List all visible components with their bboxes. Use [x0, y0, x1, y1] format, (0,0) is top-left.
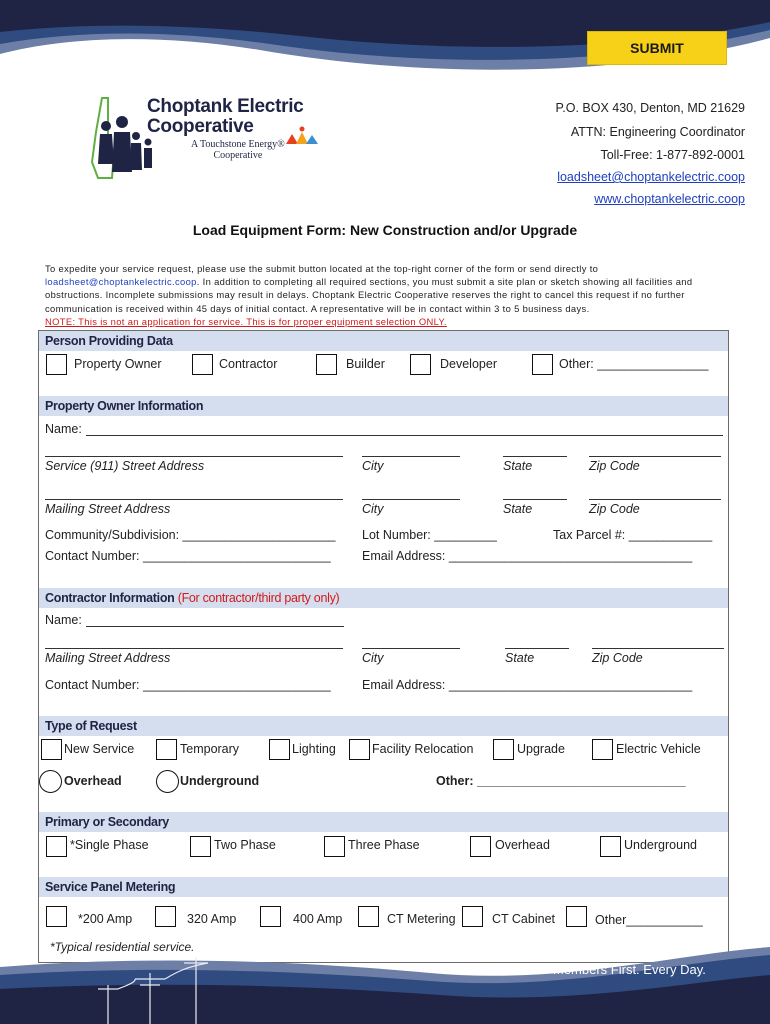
contractor-street-field[interactable] [45, 648, 343, 649]
logo-line2: Cooperative [147, 116, 254, 137]
service-city-field[interactable] [362, 456, 460, 457]
contractor-state-field[interactable] [505, 648, 569, 649]
label-facility-relocation: Facility Relocation [372, 742, 474, 756]
form-title: Load Equipment Form: New Construction and/or Upgrade [192, 222, 578, 238]
label-ct-cabinet: CT Cabinet [492, 912, 555, 926]
label-ct-metering: CT Metering [387, 912, 456, 926]
label-320-amp: 320 Amp [187, 912, 237, 926]
label-lighting: Lighting [292, 742, 336, 756]
intro-part-b: . In addition to completing all required sections, you must submit a site plan or sketch showing all facilities and obstructions. Incomplete submissions may result in delays. Choptank Electric Cooperative reserves the right to cancel this request if no further communication is received within 45 days of initial contact. A representative will be in contact within 3 to 5 business days. [45, 276, 693, 314]
owner-name-field[interactable] [86, 435, 723, 436]
touchstone-line2: Cooperative [213, 150, 263, 161]
lot-number-field[interactable]: Lot Number: _________ [362, 528, 497, 542]
label-underground: Underground [180, 774, 260, 788]
service-street-label: Service (911) Street Address [45, 459, 205, 473]
section-type-of-request [39, 716, 728, 736]
checkbox-electric-vehicle[interactable] [592, 739, 613, 760]
checkbox-two-phase[interactable] [190, 836, 211, 857]
mailing-zip-field[interactable] [589, 499, 721, 500]
contractor-street-label: Mailing Street Address [45, 651, 171, 665]
contractor-city-field[interactable] [362, 648, 460, 649]
section-heading: Person Providing Data [45, 334, 173, 348]
label-upgrade: Upgrade [517, 742, 565, 756]
label-primary-underground: Underground [624, 838, 697, 852]
section-person-providing [39, 331, 728, 351]
contractor-name-label: Name: [45, 613, 82, 627]
website-link[interactable]: www.choptankelectric.coop [594, 192, 745, 206]
mailing-city-field[interactable] [362, 499, 460, 500]
mailing-street-field[interactable] [45, 499, 343, 500]
label-contractor: Contractor [219, 357, 278, 371]
mailing-zip-label: Zip Code [589, 502, 640, 516]
checkbox-temporary[interactable] [156, 739, 177, 760]
checkbox-builder[interactable] [316, 354, 337, 375]
logo-wordmark [147, 97, 303, 137]
checkbox-contractor[interactable] [192, 354, 213, 375]
logo-line1: Choptank Electric [147, 96, 304, 117]
label-new-service: New Service [64, 742, 135, 756]
checkbox-three-phase[interactable] [324, 836, 345, 857]
service-zip-field[interactable] [589, 456, 721, 457]
touchstone-tagline [191, 139, 285, 161]
checkbox-lighting[interactable] [269, 739, 290, 760]
owner-email-field[interactable]: Email Address: ___________________________________ [362, 549, 693, 563]
label-builder: Builder [346, 357, 385, 371]
radio-overhead[interactable] [39, 770, 62, 793]
checkbox-property-owner[interactable] [46, 354, 67, 375]
section-panel-metering [39, 877, 728, 897]
contractor-email-field[interactable]: Email Address: ___________________________________ [362, 678, 693, 692]
form-frame [38, 330, 729, 963]
section-primary-secondary [39, 812, 728, 832]
section-heading: Primary or Secondary [45, 815, 169, 829]
mailing-street-label: Mailing Street Address [45, 502, 171, 516]
contractor-city-label: City [362, 651, 384, 665]
label-overhead: Overhead [64, 774, 122, 788]
radio-underground[interactable] [156, 770, 179, 793]
label-property-owner: Property Owner [74, 357, 162, 371]
mailing-state-field[interactable] [503, 499, 567, 500]
section-heading: Service Panel Metering [45, 880, 176, 894]
intro-part-a: To expedite your service request, please use the submit button located at the top-right corner of the form or send directly to [45, 263, 599, 274]
service-city-label: City [362, 459, 384, 473]
intro-text [45, 262, 727, 328]
intro-email-link[interactable]: loadsheet@choptankelectric.coop [45, 276, 197, 288]
section-heading: Type of Request [45, 719, 137, 733]
section-heading-note: (For contractor/third party only) [177, 591, 340, 605]
checkbox-developer[interactable] [410, 354, 431, 375]
contractor-zip-label: Zip Code [592, 651, 643, 665]
other-request-field[interactable]: Other: ______________________________ [436, 774, 686, 788]
contractor-name-field[interactable] [86, 626, 344, 627]
service-state-field[interactable] [503, 456, 567, 457]
community-field[interactable]: Community/Subdivision: ______________________ [45, 528, 336, 542]
contractor-state-label: State [505, 651, 535, 665]
section-heading: Property Owner Information [45, 399, 204, 413]
section-property-owner [39, 396, 728, 416]
other-person-field[interactable]: Other: ________________ [559, 357, 709, 371]
contractor-contact-number-field[interactable]: Contact Number: ___________________________ [45, 678, 331, 692]
label-electric-vehicle: Electric Vehicle [616, 742, 701, 756]
checkbox-primary-overhead[interactable] [470, 836, 491, 857]
other-metering-field[interactable]: Other___________ [595, 913, 703, 927]
email-link[interactable]: loadsheet@choptankelectric.coop [557, 170, 745, 184]
note-text: NOTE: This is not an application for service. This is for proper equipment selection ONLY. [45, 315, 447, 327]
label-primary-overhead: Overhead [495, 838, 550, 852]
mailing-city-label: City [362, 502, 384, 516]
label-two-phase: Two Phase [214, 838, 276, 852]
service-street-field[interactable] [45, 456, 343, 457]
checkbox-primary-underground[interactable] [600, 836, 621, 857]
label-three-phase: Three Phase [348, 838, 420, 852]
toll-free: Toll-Free: 1-877-892-0001 [600, 148, 745, 162]
checkbox-facility-relocation[interactable] [349, 739, 370, 760]
footnote-typical: *Typical residential service. [50, 940, 195, 954]
section-heading: Contractor Information [45, 591, 175, 605]
touchstone-line1: A Touchstone Energy® [191, 139, 285, 150]
owner-contact-number-field[interactable]: Contact Number: ___________________________ [45, 549, 331, 563]
label-developer: Developer [440, 357, 497, 371]
label-200-amp: *200 Amp [78, 912, 133, 926]
label-400-amp: 400 Amp [293, 912, 343, 926]
label-single-phase: *Single Phase [70, 838, 149, 852]
footer-tagline: Members First. Every Day. [553, 962, 706, 977]
contractor-zip-field[interactable] [592, 648, 724, 649]
label-temporary: Temporary [180, 742, 240, 756]
attn-line: ATTN: Engineering Coordinator [570, 125, 745, 139]
section-contractor [39, 588, 728, 608]
checkbox-other-person[interactable] [532, 354, 553, 375]
mailing-state-label: State [503, 502, 533, 516]
checkbox-new-service[interactable] [41, 739, 62, 760]
service-zip-label: Zip Code [589, 459, 640, 473]
submit-button[interactable]: SUBMIT [587, 31, 727, 65]
checkbox-upgrade[interactable] [493, 739, 514, 760]
service-state-label: State [503, 459, 533, 473]
tax-parcel-field[interactable]: Tax Parcel #: ____________ [553, 528, 713, 542]
checkbox-single-phase[interactable] [46, 836, 67, 857]
owner-name-label: Name: [45, 422, 82, 436]
po-box: P.O. BOX 430, Denton, MD 21629 [555, 101, 745, 115]
